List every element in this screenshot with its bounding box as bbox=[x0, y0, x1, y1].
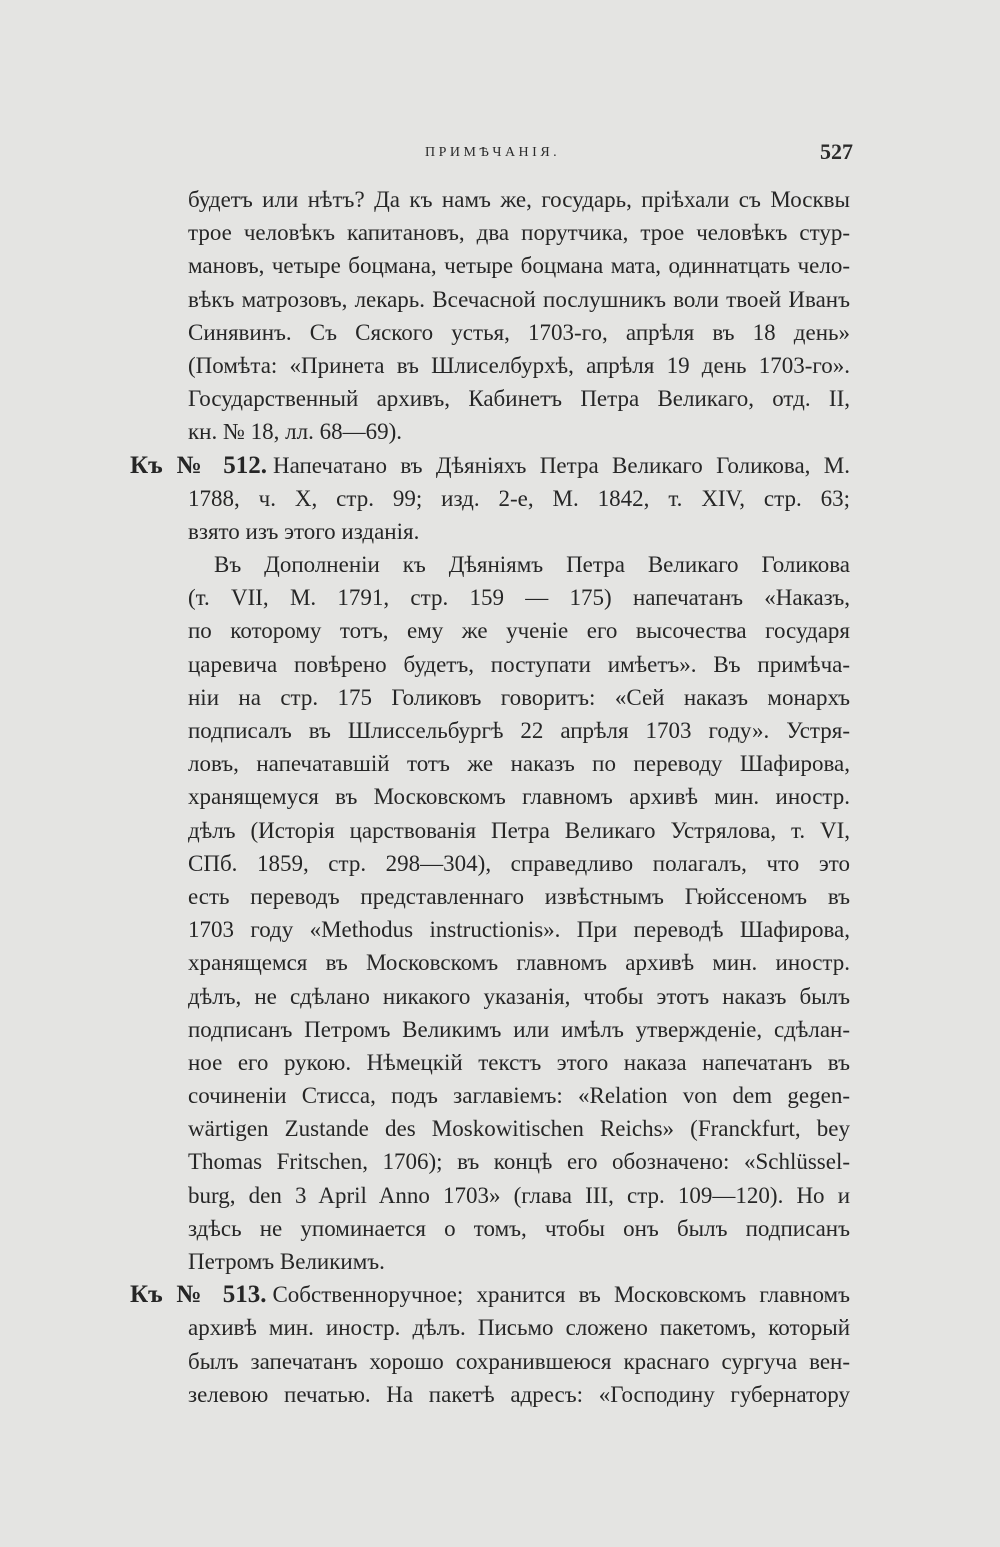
text-line bbox=[130, 382, 850, 415]
text-line bbox=[130, 1345, 850, 1378]
line-text: хранящемуся въ Московскомъ главномъ архивѣ мин. иностр. bbox=[188, 784, 850, 810]
text-line bbox=[130, 548, 850, 581]
line-text: wärtigen Zustande des Moskowitischen Reichs» (Franckfurt, bey bbox=[188, 1116, 850, 1142]
line-text: взято изъ этого изданія. bbox=[188, 518, 420, 544]
line-text: Государственный архивъ, Кабинетъ Петра Великаго, отд. II, bbox=[188, 386, 850, 412]
text-line bbox=[130, 515, 850, 548]
text-line bbox=[130, 1013, 850, 1046]
line-text: по которому тотъ, ему же ученіе его высочества государя bbox=[188, 618, 850, 644]
line-text: Собственноручное; хранится въ Московскомъ главномъ bbox=[272, 1282, 850, 1308]
line-text: царевича повѣрено будетъ, поступати имѣетъ». Въ примѣча- bbox=[188, 651, 850, 677]
line-text: ное его рукою. Нѣмецкій текстъ этого наказа напечатанъ въ bbox=[188, 1049, 850, 1075]
text-line bbox=[130, 1311, 850, 1344]
text-line bbox=[130, 415, 850, 448]
text-line bbox=[130, 183, 850, 216]
note-reference: Къ № 512. bbox=[130, 451, 267, 479]
line-text: (т. VII, М. 1791, стр. 159 — 175) напечатанъ «Наказъ, bbox=[188, 585, 850, 611]
line-text: вѣкъ матрозовъ, лекарь. Всечасной послушникъ воли твоей Иванъ bbox=[188, 286, 850, 312]
text-line bbox=[130, 747, 850, 780]
line-text: трое человѣкъ капитановъ, два порутчика, трое человѣкъ стур- bbox=[188, 220, 850, 246]
line-text: есть переводъ представленнаго извѣстнымъ Гюйссеномъ въ bbox=[188, 883, 850, 909]
line-text: ніи на стр. 175 Голиковъ говоритъ: «Сей наказъ монархъ bbox=[188, 684, 850, 710]
line-text: ловъ, напечатавшій тотъ же наказъ по переводу Шафирова, bbox=[188, 751, 850, 777]
line-text: (Помѣта: «Принета въ Шлиселбурхѣ, апрѣля 19 день 1703-го». bbox=[188, 352, 850, 378]
line-text: Въ Дополненіи къ Дѣяніямъ Петра Великаго Голикова bbox=[214, 552, 850, 578]
text-line bbox=[130, 283, 850, 316]
line-text: Синявинъ. Съ Сяского устья, 1703-го, апрѣля въ 18 день» bbox=[188, 319, 850, 345]
line-text: burg, den 3 April Anno 1703» (глава III, стр. 109—120). Но и bbox=[188, 1182, 850, 1208]
text-line bbox=[130, 614, 850, 647]
text-line bbox=[130, 216, 850, 249]
text-line bbox=[130, 681, 850, 714]
text-line bbox=[130, 1378, 850, 1411]
line-text: былъ запечатанъ хорошо сохранившеюся краснаго сургуча вен- bbox=[188, 1348, 850, 1374]
text-line bbox=[130, 316, 850, 349]
line-text: кн. № 18, лл. 68—69). bbox=[188, 419, 403, 445]
line-text: зелевою печатью. На пакетѣ адресъ: «Господину губернатору bbox=[188, 1381, 850, 1407]
line-text: дѣлъ, не сдѣлано никакого указанія, чтобы этотъ наказъ былъ bbox=[188, 983, 850, 1009]
running-title: ПРИМѢЧАНІЯ. bbox=[425, 145, 561, 160]
text-line bbox=[130, 1245, 850, 1278]
text-line bbox=[130, 482, 850, 515]
text-line bbox=[130, 1278, 850, 1311]
line-text: Петромъ Великимъ. bbox=[188, 1249, 385, 1274]
page-number: 527 bbox=[820, 139, 853, 164]
text-line bbox=[130, 946, 850, 979]
text-line bbox=[130, 814, 850, 847]
line-text: Thomas Fritschen, 1706); въ концѣ его обозначено: «Schlüssel- bbox=[188, 1149, 850, 1175]
text-line bbox=[130, 1179, 850, 1212]
text-line bbox=[130, 1145, 850, 1178]
text-line bbox=[130, 349, 850, 382]
text-line bbox=[130, 913, 850, 946]
text-line bbox=[130, 714, 850, 747]
line-text: подписалъ въ Шлиссельбургѣ 22 апрѣля 1703 году». Устря- bbox=[188, 718, 850, 743]
note-reference: Къ № 513. bbox=[130, 1281, 267, 1309]
line-text: хранящемся въ Московскомъ главномъ архивѣ мин. иностр. bbox=[188, 950, 850, 976]
text-line bbox=[130, 1079, 850, 1112]
line-text: Напечатано въ Дѣяніяхъ Петра Великаго Голикова, М. bbox=[272, 452, 850, 478]
line-text: мановъ, четыре боцмана, четыре боцмана мата, одиннатцать чело- bbox=[188, 253, 850, 279]
line-text: СПб. 1859, стр. 298—304), справедливо полагалъ, что это bbox=[188, 850, 850, 876]
body-text bbox=[130, 183, 850, 1411]
line-text: здѣсь не упоминается о томъ, чтобы онъ былъ подписанъ bbox=[188, 1215, 850, 1241]
text-line bbox=[130, 648, 850, 681]
text-line bbox=[130, 847, 850, 880]
line-text: сочиненіи Стисса, подъ заглавіемъ: «Relation von dem gegen- bbox=[188, 1083, 850, 1109]
text-line bbox=[130, 581, 850, 614]
text-line bbox=[130, 1212, 850, 1245]
text-line bbox=[130, 1112, 850, 1145]
line-text: архивѣ мин. иностр. дѣлъ. Письмо сложено пакетомъ, который bbox=[188, 1315, 850, 1341]
line-text: подписанъ Петромъ Великимъ или имѣлъ утвержденіе, сдѣлан- bbox=[188, 1016, 850, 1042]
line-text: 1703 году «Methodus instructionis». При переводѣ Шафирова, bbox=[188, 917, 850, 943]
text-line bbox=[130, 980, 850, 1013]
line-text: дѣлъ (Исторія царствованія Петра Великаго Устрялова, т. VI, bbox=[188, 817, 850, 843]
text-line bbox=[130, 1046, 850, 1079]
text-line bbox=[130, 880, 850, 913]
line-text: 1788, ч. X, стр. 99; изд. 2-е, М. 1842, т. XIV, стр. 63; bbox=[188, 485, 850, 511]
line-text: будетъ или нѣтъ? Да къ намъ же, государь, пріѣхали съ Москвы bbox=[188, 187, 850, 212]
text-line bbox=[130, 780, 850, 813]
text-line bbox=[130, 449, 850, 482]
text-line bbox=[130, 249, 850, 282]
